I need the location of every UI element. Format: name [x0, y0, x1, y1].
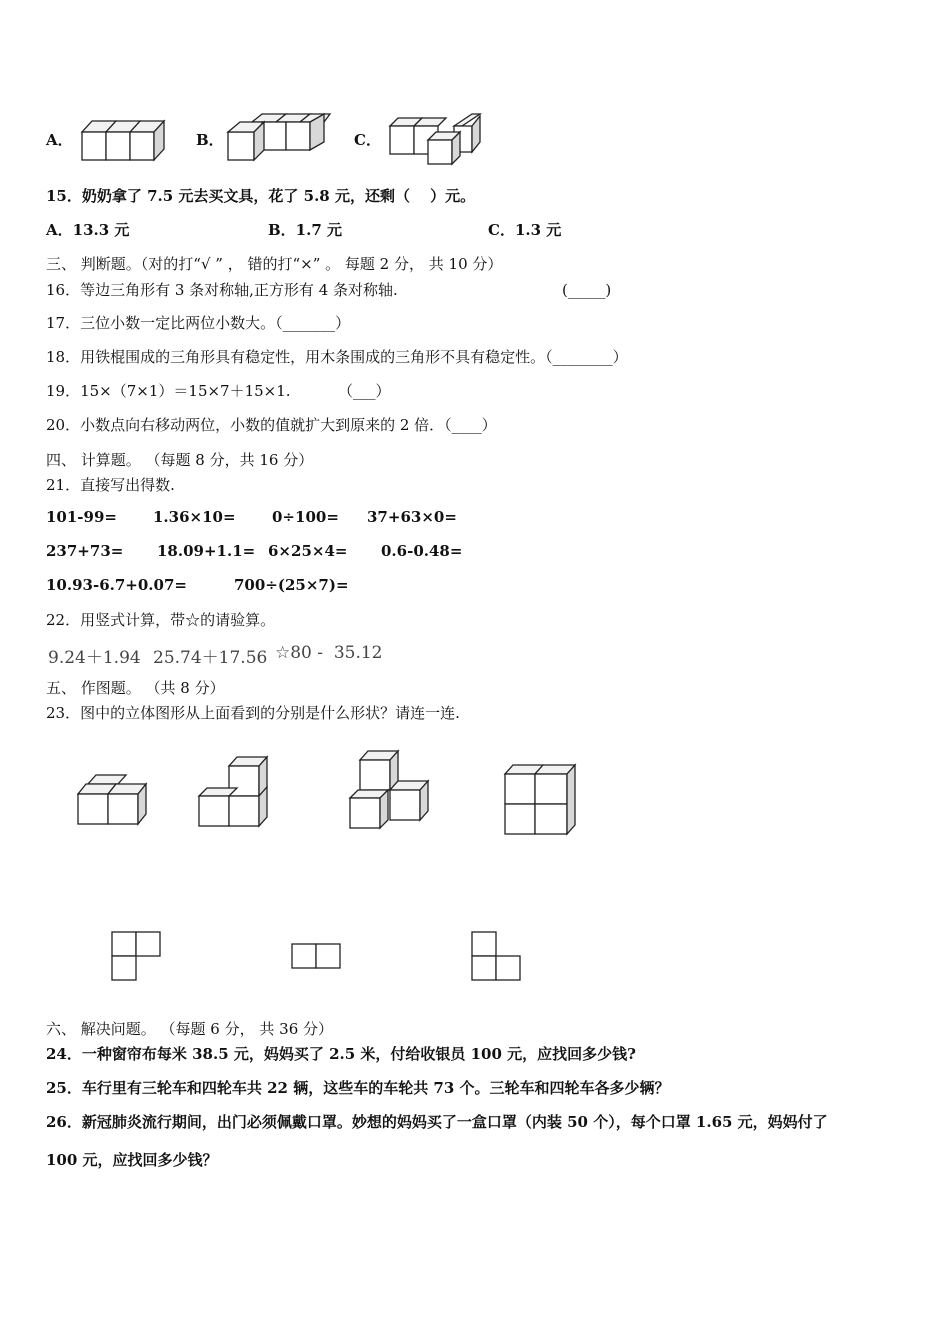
option-a-label: A． — [46, 131, 73, 149]
calc-item: 0.6-0.48= — [381, 542, 463, 560]
calc-item: 6×25×4= — [268, 542, 348, 560]
vertical-calc-item: 25.74＋17.56 — [153, 648, 268, 668]
q21-stem: 21．直接写出得数. — [46, 476, 175, 494]
q18-text: 18．用铁棍围成的三角形具有稳定性，用木条围成的三角形不具有稳定性。（________） — [46, 348, 628, 366]
top-view-1 — [110, 930, 164, 982]
q15-option-c: C．1.3 元 — [488, 221, 562, 239]
calc-item: 10.93-6.7+0.07= — [46, 576, 187, 594]
solid-figure-2 — [197, 754, 273, 830]
q16-blank: (_____) — [562, 281, 612, 299]
q17-text: 17．三位小数一定比两位小数大。（_______） — [46, 314, 351, 332]
section-6-title: 六、 解决问题。 （每题 6 分， 共 36 分） — [46, 1020, 334, 1038]
q19-text: 19．15×（7×1）＝15×7＋15×1. — [46, 382, 291, 400]
calc-item: 37+63×0= — [367, 508, 457, 526]
calc-item: 0÷100= — [272, 508, 339, 526]
option-b-figure — [226, 112, 334, 164]
option-c-figure — [388, 112, 484, 168]
calc-item: 237+73= — [46, 542, 124, 560]
solid-figure-1 — [76, 772, 152, 828]
solid-figure-4 — [503, 762, 583, 838]
q23-stem: 23．图中的立体图形从上面看到的分别是什么形状？请连一连. — [46, 704, 460, 722]
q15-option-a: A．13.3 元 — [46, 221, 130, 239]
q15-option-b: B．1.7 元 — [268, 221, 342, 239]
option-b-label: B． — [196, 131, 224, 149]
top-view-2 — [290, 942, 344, 972]
calc-item: 18.09+1.1= — [157, 542, 256, 560]
option-c-label: C． — [354, 131, 381, 149]
section-4-title: 四、 计算题。 （每题 8 分，共 16 分） — [46, 451, 314, 469]
solid-figure-3 — [348, 748, 434, 834]
q26-line-1: 26．新冠肺炎流行期间，出门必须佩戴口罩。妙想的妈妈买了一盒口罩（内装 50 个），每个口罩 1.65 元，妈妈付了 — [46, 1113, 828, 1131]
q22-stem: 22．用竖式计算，带☆的请验算。 — [46, 611, 276, 629]
vertical-calc-item: 9.24＋1.94 — [48, 648, 141, 668]
section-3-title: 三、 判断题。（对的打“√ ” ， 错的打“×” 。 每题 2 分， 共 10 分） — [46, 255, 503, 273]
q15-stem: 15．奶奶拿了 7.5 元去买文具，花了 5.8 元，还剩（ ）元。 — [46, 187, 476, 205]
q24-text: 24．一种窗帘布每米 38.5 元，妈妈买了 2.5 米，付给收银员 100 元，应找回多少钱? — [46, 1045, 636, 1063]
q26-line-2: 100 元，应找回多少钱？ — [46, 1151, 218, 1169]
section-5-title: 五、 作图题。 （共 8 分） — [46, 679, 225, 697]
option-a-figure — [80, 118, 176, 164]
vertical-calc-item: ☆80 - 35.12 — [275, 643, 383, 663]
q20-text: 20．小数点向右移动两位，小数的值就扩大到原来的 2 倍．（____） — [46, 416, 497, 434]
q25-text: 25．车行里有三轮车和四轮车共 22 辆，这些车的车轮共 73 个。三轮车和四轮车各多少辆？ — [46, 1079, 670, 1097]
q16-text: 16．等边三角形有 3 条对称轴,正方形有 4 条对称轴. — [46, 281, 398, 299]
calc-item: 101-99= — [46, 508, 117, 526]
calc-item: 700÷(25×7)= — [234, 576, 349, 594]
calc-item: 1.36×10= — [153, 508, 236, 526]
top-view-3 — [470, 930, 524, 982]
q19-blank: （___） — [338, 382, 391, 400]
